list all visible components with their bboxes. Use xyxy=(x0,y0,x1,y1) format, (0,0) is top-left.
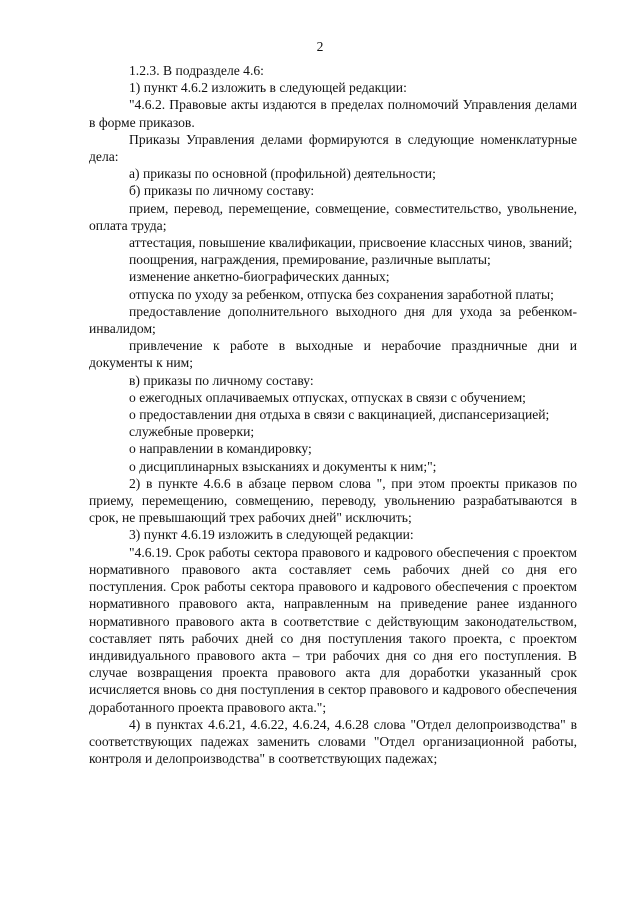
paragraph-4-6-2: "4.6.2. Правовые акты издаются в пределах полномочий Управления делами в форме приказов. xyxy=(89,97,577,130)
paragraph-annual-leave: о ежегодных оплачиваемых отпусках, отпусках в связи с обучением; xyxy=(129,389,526,405)
page-number: 2 xyxy=(316,39,324,54)
paragraph-biodata: изменение анкетно-биографических данных; xyxy=(129,269,390,285)
paragraph-business-trip: о направлении в командировку; xyxy=(129,441,312,457)
document-body xyxy=(89,62,577,767)
paragraph-disciplinary: о дисциплинарных взысканиях и документы к ним;"; xyxy=(129,458,437,474)
paragraph-item-b: б) приказы по личному составу: xyxy=(129,183,315,199)
paragraph-rest-day: о предоставлении дня отдыха в связи с вакцинацией, диспансеризацией; xyxy=(129,407,550,423)
paragraph-1-2-3-heading: 1.2.3. В подразделе 4.6: xyxy=(129,63,264,78)
paragraph-orders-formed: Приказы Управления делами формируются в следующие номенклатурные дела: xyxy=(89,131,577,165)
paragraph-4-6-19: "4.6.19. Срок работы сектора правового и кадрового обеспечения с проектом нормативного правового акта составляет семь рабочих дней со дня его поступления. Срок работы сектора правового и кадрового обеспечения с проектом нормативного правового акта, направленным на приведение ранее изданного нормативного правового акта в соответствие с действующим законодательством, составляет пять рабочих дней со дня поступления такого проекта, с проектом индивидуального правового акта – три рабочих дня со дня его поступления. В случае возвращения проекта правового акта для доработки указанный срок исчисляется вновь со дня поступления в сектор правового и кадрового обеспечения доработанного проекта правового акта."; xyxy=(89,544,577,715)
paragraph-inspections: служебные проверки; xyxy=(129,424,255,440)
paragraph-item-a: а) приказы по основной (профильной) деятельности; xyxy=(129,166,436,182)
paragraph-extra-day: предоставление дополнительного выходного дня для ухода за ребенком-инвалидом; xyxy=(89,303,577,337)
paragraph-item-3: 3) пункт 4.6.19 изложить в следующей редакции: xyxy=(129,527,414,543)
paragraph-item-4: 4) в пунктах 4.6.21, 4.6.22, 4.6.24, 4.6.28 слова "Отдел делопроизводства" в соответствующих падежах заменить словами "Отдел организационной работы, контроля и делопроизводства" в соответствующих падежах; xyxy=(89,716,577,767)
paragraph-attestation: аттестация, повышение квалификации, присвоение классных чинов, званий; xyxy=(129,235,573,251)
paragraph-weekend-work: привлечение к работе в выходные и нерабочие праздничные дни и документы к ним; xyxy=(89,338,577,371)
paragraph-hiring: прием, перевод, перемещение, совмещение, совместительство, увольнение, оплата труда; xyxy=(89,200,577,233)
paragraph-rewards: поощрения, награждения, премирование, различные выплаты; xyxy=(129,252,491,268)
paragraph-child-leave: отпуска по уходу за ребенком, отпуска без сохранения заработной платы; xyxy=(129,286,554,302)
paragraph-item-1: 1) пункт 4.6.2 изложить в следующей редакции: xyxy=(129,80,407,96)
paragraph-item-2: 2) в пункте 4.6.6 в абзаце первом слова ", при этом проекты приказов по приему, перемещению, совмещению, переводу, увольнению разрабатываются в срок, не превышающий трех рабочих дней" исключить; xyxy=(89,475,577,526)
paragraph-item-v: в) приказы по личному составу: xyxy=(129,372,314,388)
